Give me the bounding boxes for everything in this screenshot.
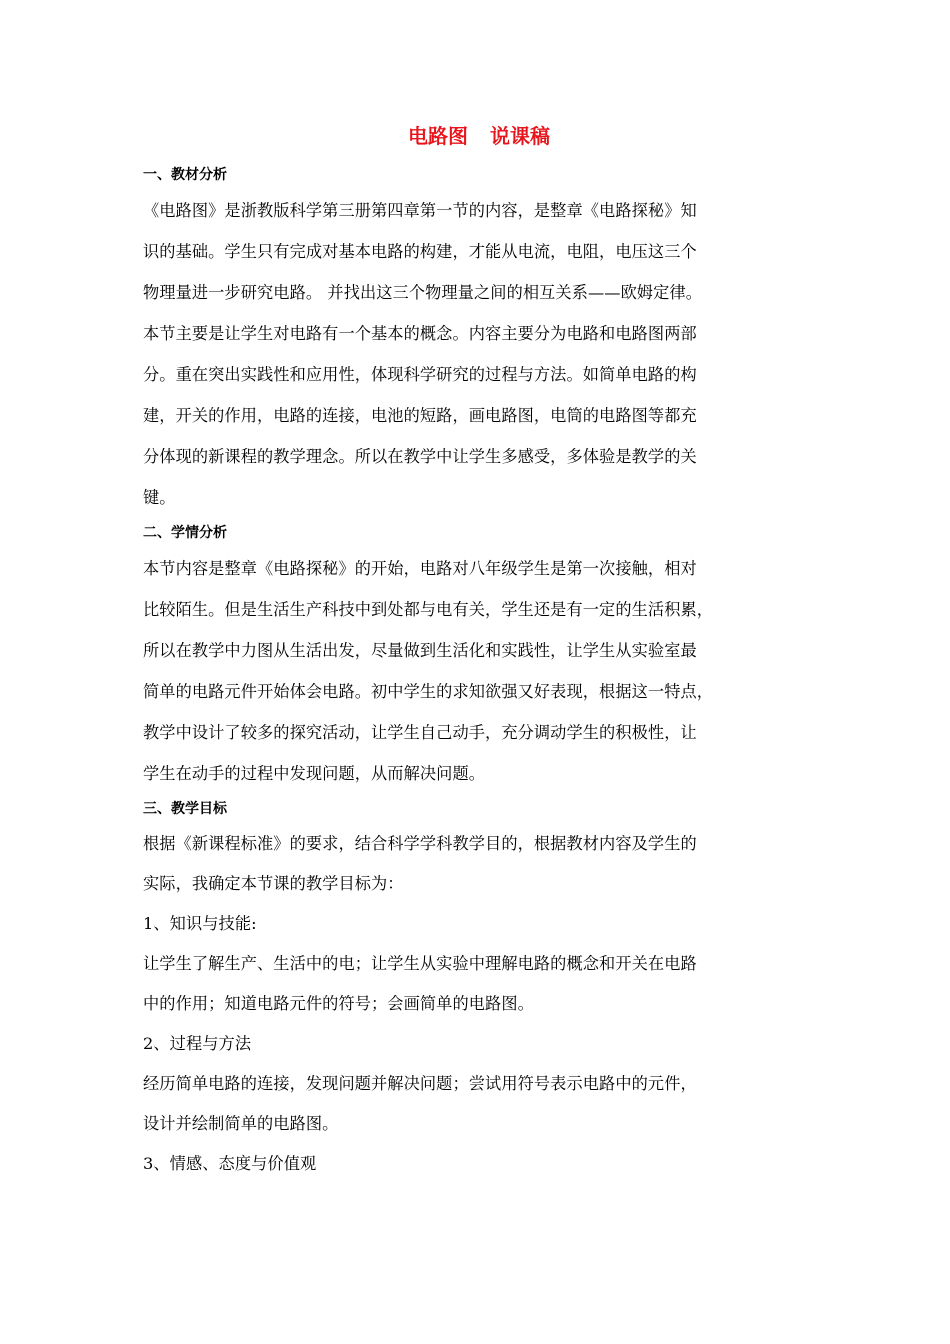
paragraph-line: 经历简单电路的连接，发现问题并解决问题；尝试用符号表示电路中的元件， xyxy=(143,1074,697,1093)
goal-subheading-knowledge: 1、知识与技能: xyxy=(143,914,257,933)
section-paragraph-teaching-goals xyxy=(143,824,815,1184)
paragraph-line: 教学中设计了较多的探究活动，让学生自己动手，充分调动学生的积极性，让 xyxy=(143,723,697,742)
section-heading-student-analysis: 二、学情分析 xyxy=(143,525,227,541)
paragraph-line: 建，开关的作用，电路的连接，电池的短路，画电路图，电筒的电路图等都充 xyxy=(143,406,697,425)
paragraph-line: 实际，我确定本节课的教学目标为： xyxy=(143,874,404,893)
title-part-1: 电路图 xyxy=(408,124,468,148)
paragraph-line: 识的基础。学生只有完成对基本电路的构建，才能从电流，电阻，电压这三个 xyxy=(143,242,697,261)
goal-subheading-attitude: 3、情感、态度与价值观 xyxy=(143,1154,317,1173)
paragraph-line: 设计并绘制简单的电路图。 xyxy=(143,1114,339,1133)
document-body xyxy=(143,118,815,1184)
paragraph-line: 学生在动手的过程中发现问题，从而解决问题。 xyxy=(143,764,486,783)
paragraph-line: 本节内容是整章《电路探秘》的开始，电路对八年级学生是第一次接触，相对 xyxy=(143,559,697,578)
paragraph-line: 所以在教学中力图从生活出发，尽量做到生活化和实践性，让学生从实验室最 xyxy=(143,641,697,660)
paragraph-line: 分。重在突出实践性和应用性，体现科学研究的过程与方法。如简单电路的构 xyxy=(143,365,697,384)
goal-subheading-process: 2、过程与方法 xyxy=(143,1034,252,1053)
paragraph-line: 让学生了解生产、生活中的电；让学生从实验中理解电路的概念和开关在电路 xyxy=(143,954,697,973)
section-paragraph-student-analysis xyxy=(143,548,815,794)
section-paragraph-textbook-analysis xyxy=(143,190,815,518)
paragraph-line: 比较陌生。但是生活生产科技中到处都与电有关，学生还是有一定的生活积累， xyxy=(143,600,714,619)
paragraph-line: 根据《新课程标准》的要求，结合科学学科教学目的，根据教材内容及学生的 xyxy=(143,834,697,853)
paragraph-line: 分体现的新课程的教学理念。所以在教学中让学生多感受，多体验是教学的关 xyxy=(143,447,697,466)
section-heading-teaching-goals: 三、教学目标 xyxy=(143,801,227,817)
document-title xyxy=(143,118,815,154)
paragraph-line: 键。 xyxy=(143,488,176,507)
paragraph-line: 中的作用；知道电路元件的符号；会画简单的电路图。 xyxy=(143,994,534,1013)
section-heading-textbook-analysis: 一、教材分析 xyxy=(143,167,227,183)
paragraph-line: 简单的电路元件开始体会电路。初中学生的求知欲强又好表现，根据这一特点， xyxy=(143,682,714,701)
paragraph-line: 本节主要是让学生对电路有一个基本的概念。内容主要分为电路和电路图两部 xyxy=(143,324,697,343)
title-part-2: 说课稿 xyxy=(490,124,550,148)
paragraph-line: 物理量进一步研究电路。 并找出这三个物理量之间的相互关系——欧姆定律。 xyxy=(143,283,703,302)
paragraph-line: 《电路图》是浙教版科学第三册第四章第一节的内容，是整章《电路探秘》知 xyxy=(143,201,697,220)
